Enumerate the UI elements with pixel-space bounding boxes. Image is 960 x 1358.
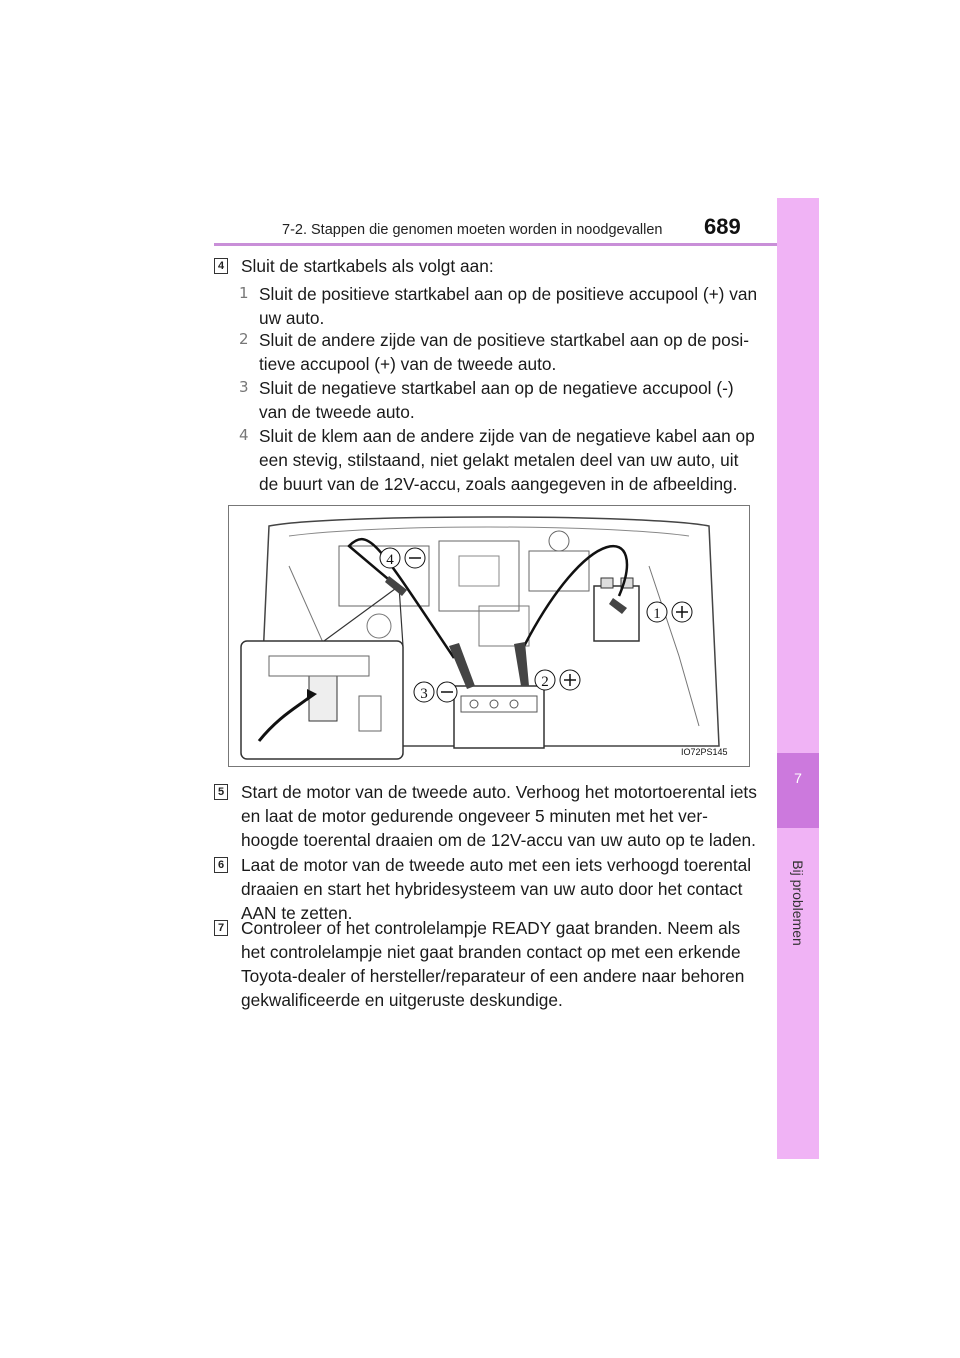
engine-bay-drawing (229, 506, 749, 766)
step-6-line-1: Laat de motor van de tweede auto met een iets verhoogd toerental (241, 855, 752, 875)
step-7-line-3: Toyota-dealer of hersteller/reparateur of een andere naar behoren (241, 966, 745, 986)
step-7-line-2: het controlelampje niet gaat branden contact op met een erkende (241, 942, 741, 962)
svg-text:1: 1 (653, 606, 661, 622)
page-number: 689 (704, 214, 741, 239)
step-5-line-1: Start de motor van de tweede auto. Verhoog het motortoerental iets (241, 782, 757, 802)
chapter-number: 7 (794, 770, 802, 786)
step-number-5: 5 (214, 784, 228, 800)
step-number-7: 7 (214, 920, 228, 936)
chapter-side-tab (777, 198, 819, 1159)
svg-text:3: 3 (420, 686, 428, 702)
step-number-4: 4 (214, 258, 228, 274)
step-5-line-3: hoogde toerental draaien om de 12V-accu van uw auto op te laden. (241, 830, 756, 850)
step-6-line-3: AAN te zetten. (241, 903, 353, 923)
jump-start-illustration (228, 505, 750, 767)
substep-2-line-2: tieve accupool (+) van de tweede auto. (259, 354, 557, 374)
svg-text:4: 4 (386, 552, 394, 568)
substep-4-line-3: de buurt van de 12V-accu, zoals aangegeven in de afbeelding. (259, 474, 738, 494)
substep-2-line-1: Sluit de andere zijde van de positieve startkabel aan op de posi- (259, 330, 749, 350)
step-7-line-4: gekwalificeerde en uitgeruste deskundige. (241, 990, 563, 1010)
substep-number-3: 3 (239, 378, 249, 396)
substep-3-line-1: Sluit de negatieve startkabel aan op de negatieve accupool (-) (259, 378, 734, 398)
step-7-line-1: Controleer of het controlelampje READY gaat branden. Neem als (241, 918, 741, 938)
step-6-line-2: draaien en start het hybridesysteem van uw auto door het contact (241, 879, 743, 899)
substep-1-line-1: Sluit de positieve startkabel aan op de positieve accupool (+) van (259, 284, 758, 304)
chapter-tab-active[interactable] (777, 753, 819, 828)
substep-3-line-2: van de tweede auto. (259, 402, 415, 422)
substep-1-line-2: uw auto. (259, 308, 325, 328)
substep-number-1: 1 (239, 284, 249, 302)
chapter-label: Bij problemen (790, 860, 806, 946)
svg-text:2: 2 (541, 674, 549, 690)
figure-code: IO72PS145 (681, 747, 728, 757)
substep-number-2: 2 (239, 330, 249, 348)
step-4-text: Sluit de startkabels als volgt aan: (241, 256, 494, 276)
header-title: 7-2. Stappen die genomen moeten worden in noodgevallen (282, 222, 663, 238)
substep-number-4: 4 (239, 426, 249, 444)
step-5-line-2: en laat de motor gedurende ongeveer 5 minuten met het ver- (241, 806, 708, 826)
substep-4-line-2: een stevig, stilstaand, niet gelakt metalen deel van uw auto, uit (259, 450, 739, 470)
header-divider (214, 243, 819, 246)
step-number-6: 6 (214, 857, 228, 873)
substep-4-line-1: Sluit de klem aan de andere zijde van de negatieve kabel aan op (259, 426, 755, 446)
